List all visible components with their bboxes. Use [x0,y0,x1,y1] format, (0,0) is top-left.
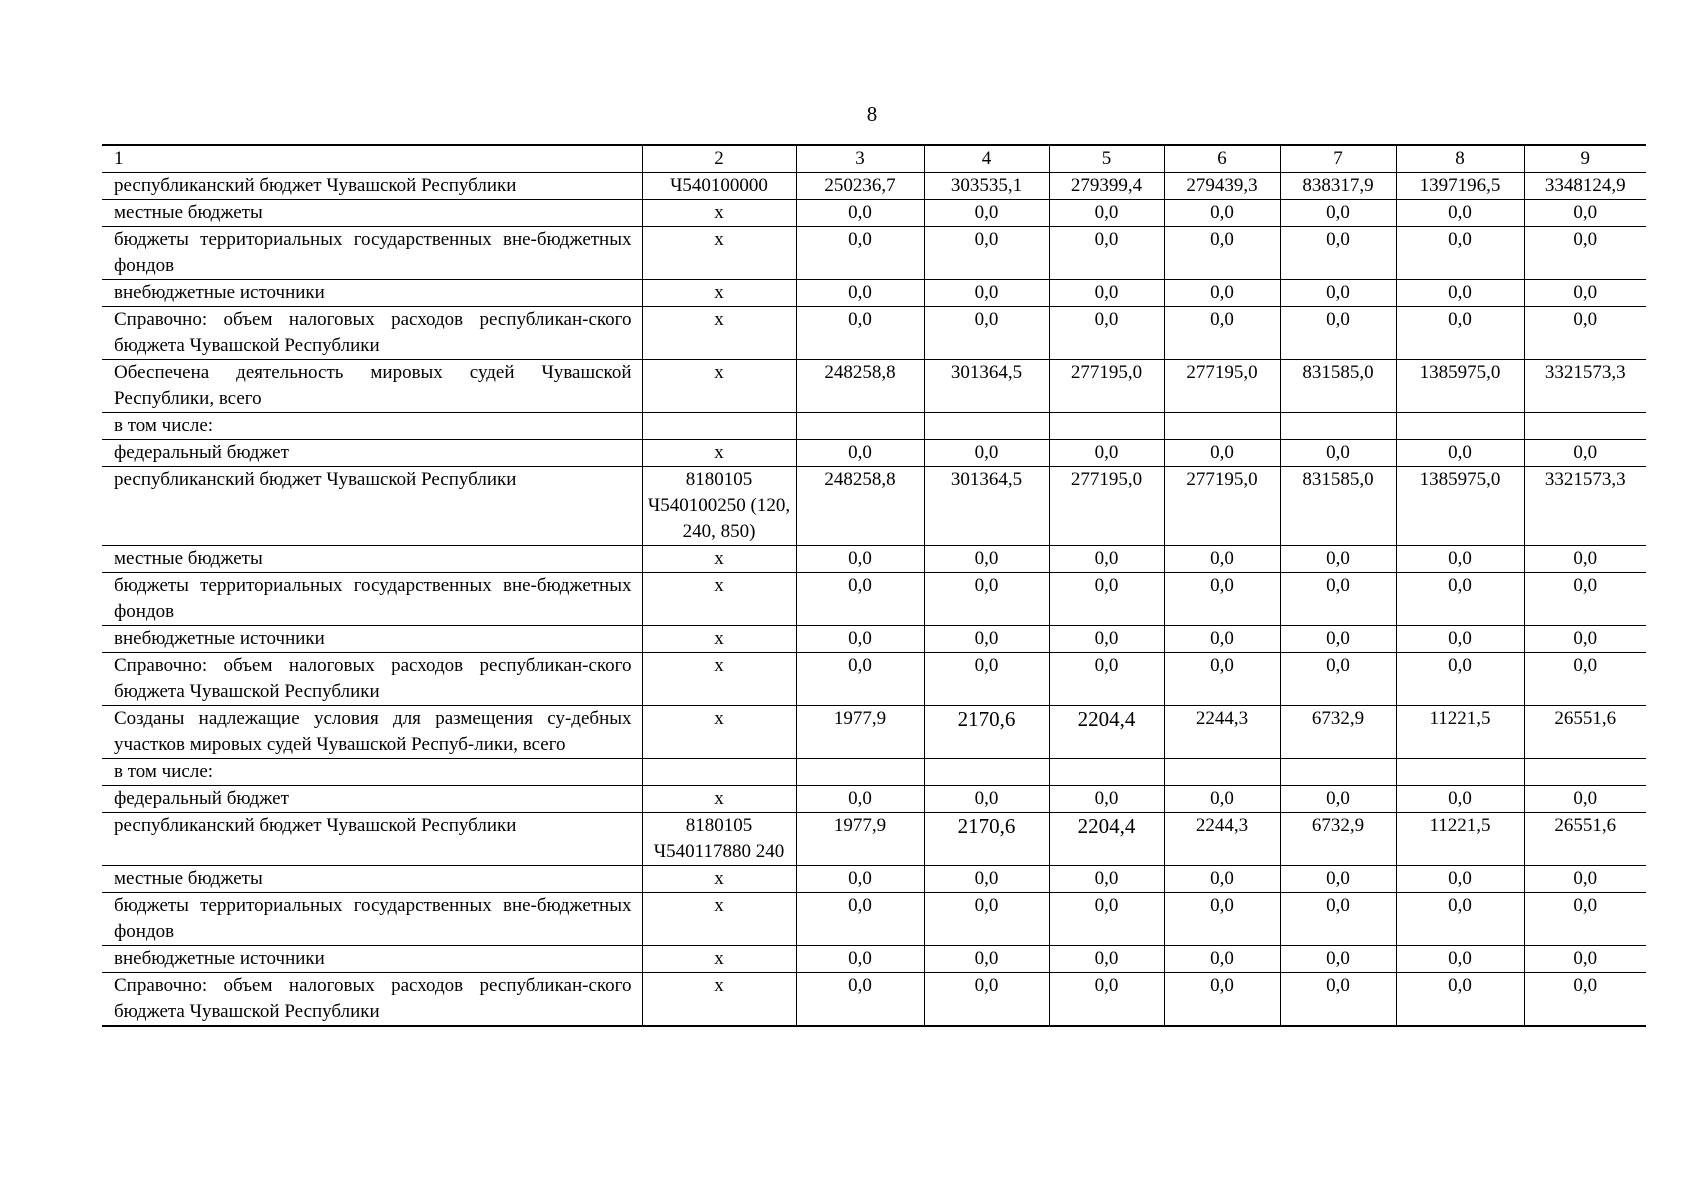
value-cell: 0,0 [924,893,1049,946]
value-cell: 277195,0 [1164,467,1280,546]
value-cell [924,413,1049,440]
value-cell: 1397196,5 [1396,173,1524,200]
value-cell: 0,0 [1524,440,1646,467]
value-cell: 11221,5 [1396,813,1524,866]
value-cell: 0,0 [1049,573,1164,626]
value-cell: 248258,8 [796,360,924,413]
value-cell: 3321573,3 [1524,467,1646,546]
value-cell: 301364,5 [924,360,1049,413]
column-number-header: 1 [102,145,642,173]
value-cell: 0,0 [1164,893,1280,946]
row-label: в том числе: [102,759,642,786]
value-cell: 0,0 [924,653,1049,706]
value-cell: 0,0 [1164,440,1280,467]
row-label: Созданы надлежащие условия для размещения су-дебных участков мировых судей Чувашской Респуб-лики, всего [102,706,642,759]
value-cell: 0,0 [1049,440,1164,467]
value-cell: 0,0 [1396,946,1524,973]
row-label: в том числе: [102,413,642,440]
value-cell: 0,0 [796,626,924,653]
value-cell [1524,759,1646,786]
row-label: Справочно: объем налоговых расходов республикан-ского бюджета Чувашской Республики [102,973,642,1027]
value-cell: 0,0 [1396,653,1524,706]
value-cell: 0,0 [1524,866,1646,893]
value-cell [1049,413,1164,440]
value-cell: 0,0 [1164,307,1280,360]
row-label: внебюджетные источники [102,280,642,307]
value-cell: 277195,0 [1164,360,1280,413]
value-cell: 0,0 [1280,440,1396,467]
table-row [102,946,1646,973]
value-cell: 0,0 [1049,200,1164,227]
budget-code: х [642,360,796,413]
value-cell: 1385975,0 [1396,360,1524,413]
value-cell: 0,0 [1280,786,1396,813]
row-label: Справочно: объем налоговых расходов республикан-ского бюджета Чувашской Республики [102,653,642,706]
budget-code: х [642,786,796,813]
value-cell: 11221,5 [1396,706,1524,759]
value-cell: 0,0 [1049,786,1164,813]
table-row [102,546,1646,573]
row-label: республиканский бюджет Чувашской Республики [102,173,642,200]
value-cell: 1977,9 [796,706,924,759]
value-cell: 0,0 [1524,973,1646,1027]
column-number-header: 8 [1396,145,1524,173]
value-cell: 2204,4 [1049,813,1164,866]
table-body [102,145,1646,1026]
value-cell: 0,0 [1396,307,1524,360]
value-cell: 279439,3 [1164,173,1280,200]
value-cell: 1977,9 [796,813,924,866]
value-cell: 0,0 [1164,280,1280,307]
budget-code: х [642,973,796,1027]
value-cell: 0,0 [1396,573,1524,626]
value-cell: 0,0 [1396,893,1524,946]
value-cell: 0,0 [1524,626,1646,653]
table-row [102,227,1646,280]
row-label: местные бюджеты [102,866,642,893]
value-cell: 0,0 [796,307,924,360]
table-row [102,706,1646,759]
value-cell: 0,0 [1524,893,1646,946]
value-cell: 0,0 [1280,573,1396,626]
value-cell [796,759,924,786]
value-cell: 0,0 [1396,200,1524,227]
value-cell: 0,0 [924,866,1049,893]
table-row [102,973,1646,1027]
value-cell: 0,0 [1524,786,1646,813]
value-cell: 26551,6 [1524,706,1646,759]
value-cell: 248258,8 [796,467,924,546]
row-label: республиканский бюджет Чувашской Республики [102,813,642,866]
value-cell: 2170,6 [924,706,1049,759]
row-label: федеральный бюджет [102,440,642,467]
column-number-header: 9 [1524,145,1646,173]
value-cell [1396,413,1524,440]
table-row [102,413,1646,440]
value-cell: 277195,0 [1049,467,1164,546]
value-cell: 2204,4 [1049,706,1164,759]
budget-code [642,759,796,786]
row-label: бюджеты территориальных государственных вне-бюджетных фондов [102,893,642,946]
value-cell: 0,0 [796,227,924,280]
table-row [102,759,1646,786]
value-cell: 0,0 [1049,546,1164,573]
value-cell: 0,0 [924,227,1049,280]
value-cell: 0,0 [796,546,924,573]
value-cell: 0,0 [1049,280,1164,307]
value-cell: 0,0 [924,546,1049,573]
budget-code: х [642,866,796,893]
value-cell: 2244,3 [1164,813,1280,866]
value-cell: 0,0 [796,946,924,973]
budget-table [102,144,1646,1027]
value-cell: 0,0 [924,626,1049,653]
value-cell: 0,0 [1280,893,1396,946]
value-cell: 0,0 [1164,866,1280,893]
value-cell: 0,0 [1164,546,1280,573]
value-cell: 0,0 [1280,973,1396,1027]
value-cell: 0,0 [1049,973,1164,1027]
value-cell [1396,759,1524,786]
value-cell: 0,0 [1396,546,1524,573]
value-cell: 303535,1 [924,173,1049,200]
value-cell: 250236,7 [796,173,924,200]
value-cell: 0,0 [1524,200,1646,227]
value-cell: 0,0 [796,786,924,813]
value-cell: 831585,0 [1280,467,1396,546]
value-cell: 301364,5 [924,467,1049,546]
row-label: местные бюджеты [102,200,642,227]
value-cell: 0,0 [1396,786,1524,813]
value-cell: 0,0 [1049,626,1164,653]
value-cell: 6732,9 [1280,706,1396,759]
budget-code: х [642,440,796,467]
table-row [102,813,1646,866]
value-cell [1164,413,1280,440]
value-cell: 0,0 [1049,946,1164,973]
table-row [102,173,1646,200]
value-cell: 277195,0 [1049,360,1164,413]
value-cell: 0,0 [796,866,924,893]
value-cell: 0,0 [1280,307,1396,360]
column-number-header: 4 [924,145,1049,173]
value-cell: 0,0 [796,200,924,227]
page-number: 8 [866,102,878,126]
value-cell: 6732,9 [1280,813,1396,866]
table-row [102,866,1646,893]
value-cell: 0,0 [1049,307,1164,360]
value-cell: 0,0 [1164,227,1280,280]
value-cell: 3348124,9 [1524,173,1646,200]
value-cell: 0,0 [924,280,1049,307]
value-cell: 0,0 [796,973,924,1027]
table-row [102,360,1646,413]
value-cell: 0,0 [796,653,924,706]
value-cell: 0,0 [1164,626,1280,653]
value-cell: 0,0 [1280,546,1396,573]
value-cell: 0,0 [796,893,924,946]
value-cell: 831585,0 [1280,360,1396,413]
column-number-header: 3 [796,145,924,173]
value-cell: 0,0 [1049,653,1164,706]
value-cell: 2170,6 [924,813,1049,866]
table-row [102,467,1646,546]
row-label: внебюджетные источники [102,946,642,973]
value-cell: 0,0 [1164,786,1280,813]
table-row [102,786,1646,813]
budget-code: 8180105 Ч540117880 240 [642,813,796,866]
value-cell: 0,0 [924,973,1049,1027]
value-cell: 0,0 [924,946,1049,973]
column-number-header: 5 [1049,145,1164,173]
row-label: бюджеты территориальных государственных вне-бюджетных фондов [102,573,642,626]
column-number-header-row [102,145,1646,173]
value-cell: 0,0 [1280,227,1396,280]
budget-code: х [642,573,796,626]
value-cell: 1385975,0 [1396,467,1524,546]
value-cell: 0,0 [1280,653,1396,706]
value-cell: 0,0 [1524,280,1646,307]
value-cell: 0,0 [1524,227,1646,280]
value-cell: 0,0 [1164,200,1280,227]
value-cell: 2244,3 [1164,706,1280,759]
value-cell [1280,759,1396,786]
row-label: Справочно: объем налоговых расходов республикан-ского бюджета Чувашской Республики [102,307,642,360]
value-cell: 0,0 [1280,946,1396,973]
value-cell: 0,0 [1049,227,1164,280]
value-cell: 0,0 [1396,626,1524,653]
value-cell [1049,759,1164,786]
value-cell [924,759,1049,786]
value-cell: 0,0 [1280,280,1396,307]
budget-code: Ч540100000 [642,173,796,200]
row-label: федеральный бюджет [102,786,642,813]
value-cell: 0,0 [1164,573,1280,626]
value-cell: 0,0 [1049,893,1164,946]
column-number-header: 6 [1164,145,1280,173]
row-label: республиканский бюджет Чувашской Республики [102,467,642,546]
table-row [102,653,1646,706]
budget-code: х [642,946,796,973]
value-cell: 0,0 [1164,973,1280,1027]
value-cell: 0,0 [1524,307,1646,360]
value-cell: 0,0 [1396,280,1524,307]
value-cell: 0,0 [796,573,924,626]
value-cell: 279399,4 [1049,173,1164,200]
budget-code: 8180105 Ч540100250 (120, 240, 850) [642,467,796,546]
value-cell: 3321573,3 [1524,360,1646,413]
table-row [102,626,1646,653]
value-cell: 0,0 [1524,546,1646,573]
row-label: местные бюджеты [102,546,642,573]
value-cell: 0,0 [1524,946,1646,973]
value-cell: 0,0 [796,280,924,307]
value-cell: 0,0 [1396,227,1524,280]
budget-code: х [642,626,796,653]
table-row [102,280,1646,307]
value-cell: 0,0 [1049,866,1164,893]
value-cell: 0,0 [924,440,1049,467]
table-row [102,440,1646,467]
budget-code: х [642,653,796,706]
value-cell [796,413,924,440]
value-cell: 0,0 [1164,946,1280,973]
row-label: бюджеты территориальных государственных вне-бюджетных фондов [102,227,642,280]
value-cell: 0,0 [1396,973,1524,1027]
row-label: Обеспечена деятельность мировых судей Чувашской Республики, всего [102,360,642,413]
value-cell: 0,0 [1396,440,1524,467]
budget-code: х [642,893,796,946]
value-cell: 0,0 [924,786,1049,813]
column-number-header: 7 [1280,145,1396,173]
budget-code: х [642,546,796,573]
value-cell: 0,0 [796,440,924,467]
budget-code: х [642,307,796,360]
value-cell: 0,0 [1524,653,1646,706]
value-cell: 26551,6 [1524,813,1646,866]
value-cell: 0,0 [1280,200,1396,227]
value-cell: 0,0 [1280,866,1396,893]
value-cell: 838317,9 [1280,173,1396,200]
value-cell: 0,0 [924,307,1049,360]
table-row [102,893,1646,946]
value-cell [1524,413,1646,440]
value-cell: 0,0 [1396,866,1524,893]
budget-code: х [642,706,796,759]
row-label: внебюджетные источники [102,626,642,653]
table-row [102,307,1646,360]
budget-code [642,413,796,440]
value-cell: 0,0 [1524,573,1646,626]
value-cell: 0,0 [1164,653,1280,706]
value-cell: 0,0 [924,200,1049,227]
value-cell [1280,413,1396,440]
value-cell [1164,759,1280,786]
budget-code: х [642,227,796,280]
table-row [102,573,1646,626]
budget-code: х [642,200,796,227]
budget-code: х [642,280,796,307]
value-cell: 0,0 [1280,626,1396,653]
value-cell: 0,0 [924,573,1049,626]
table-row [102,200,1646,227]
column-number-header: 2 [642,145,796,173]
